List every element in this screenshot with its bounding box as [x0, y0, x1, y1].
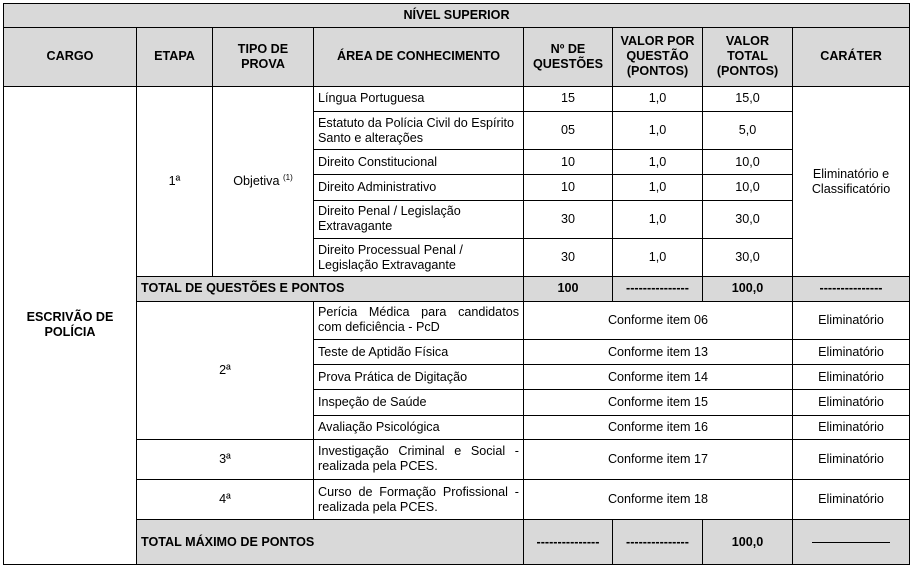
total-row — [4, 277, 910, 301]
carater-stage1: Eliminatório e Classificatório — [793, 86, 910, 277]
area-cell: Perícia Médica para candidatos com deficiência - PcD — [314, 301, 524, 339]
table-row — [4, 439, 910, 479]
area-cell: Direito Penal / Legislação Extravagante — [314, 200, 524, 238]
header-etapa: ETAPA — [137, 28, 213, 87]
total-valor-dash: --------------- — [613, 277, 703, 301]
carater-cell: Eliminatório — [793, 390, 910, 415]
questoes-cell: 15 — [524, 86, 613, 111]
table-row — [4, 86, 910, 111]
total-cell: 30,0 — [703, 239, 793, 277]
info-cell: Conforme item 15 — [524, 390, 793, 415]
questoes-cell: 30 — [524, 239, 613, 277]
tipo-prova-label: Objetiva — [233, 174, 280, 189]
valor-cell: 1,0 — [613, 200, 703, 238]
header-num-questoes: Nº DE QUESTÕES — [524, 28, 613, 87]
total-label: TOTAL DE QUESTÕES E PONTOS — [137, 277, 524, 301]
info-cell: Conforme item 06 — [524, 301, 793, 339]
info-cell: Conforme item 16 — [524, 415, 793, 439]
questoes-cell: 30 — [524, 200, 613, 238]
questoes-cell: 10 — [524, 175, 613, 200]
table-row — [4, 480, 910, 520]
carater-cell: Eliminatório — [793, 365, 910, 390]
carater-cell: Eliminatório — [793, 439, 910, 479]
total-cell: 15,0 — [703, 86, 793, 111]
area-cell: Investigação Criminal e Social - realizada pela PCES. — [314, 439, 524, 479]
exam-table — [3, 3, 910, 565]
carater-cell: Eliminatório — [793, 339, 910, 364]
final-carater-line — [793, 520, 910, 565]
cargo-cell: ESCRIVÃO DE POLÍCIA — [4, 86, 137, 564]
footnote-marker: (1) — [282, 172, 293, 182]
final-total-pontos: 100,0 — [703, 520, 793, 565]
info-cell: Conforme item 13 — [524, 339, 793, 364]
info-cell: Conforme item 17 — [524, 439, 793, 479]
valor-cell: 1,0 — [613, 111, 703, 149]
etapa-1: 1ª — [137, 86, 213, 277]
area-cell: Direito Administrativo — [314, 175, 524, 200]
carater-cell: Eliminatório — [793, 480, 910, 520]
area-cell: Teste de Aptidão Física — [314, 339, 524, 364]
header-tipo-prova: TIPO DE PROVA — [213, 28, 314, 87]
header-carater: CARÁTER — [793, 28, 910, 87]
final-total-label: TOTAL MÁXIMO DE PONTOS — [137, 520, 524, 565]
divider-line — [812, 542, 890, 543]
total-cell: 10,0 — [703, 150, 793, 175]
table-title: NÍVEL SUPERIOR — [4, 4, 910, 28]
header-cargo: CARGO — [4, 28, 137, 87]
total-cell: 30,0 — [703, 200, 793, 238]
header-valor-questao: VALOR POR QUESTÃO (PONTOS) — [613, 28, 703, 87]
header-valor-total: VALOR TOTAL (PONTOS) — [703, 28, 793, 87]
questoes-cell: 10 — [524, 150, 613, 175]
etapa-2: 2ª — [137, 301, 314, 439]
area-cell: Estatuto da Polícia Civil do Espírito Santo e alterações — [314, 111, 524, 149]
total-pontos: 100,0 — [703, 277, 793, 301]
area-cell: Língua Portuguesa — [314, 86, 524, 111]
final-total-row — [4, 520, 910, 565]
etapa-3: 3ª — [137, 439, 314, 479]
etapa-4: 4ª — [137, 480, 314, 520]
header-area: ÁREA DE CONHECIMENTO — [314, 28, 524, 87]
total-carater-dash: --------------- — [793, 277, 910, 301]
info-cell: Conforme item 18 — [524, 480, 793, 520]
total-cell: 5,0 — [703, 111, 793, 149]
valor-cell: 1,0 — [613, 239, 703, 277]
area-cell: Direito Constitucional — [314, 150, 524, 175]
valor-cell: 1,0 — [613, 86, 703, 111]
table-row — [4, 301, 910, 339]
carater-cell: Eliminatório — [793, 415, 910, 439]
valor-cell: 1,0 — [613, 150, 703, 175]
final-questoes-dash: --------------- — [524, 520, 613, 565]
area-cell: Prova Prática de Digitação — [314, 365, 524, 390]
area-cell: Direito Processual Penal / Legislação Extravagante — [314, 239, 524, 277]
tipo-prova-cell — [213, 86, 314, 277]
final-valor-dash: --------------- — [613, 520, 703, 565]
area-cell: Avaliação Psicológica — [314, 415, 524, 439]
valor-cell: 1,0 — [613, 175, 703, 200]
total-questoes: 100 — [524, 277, 613, 301]
carater-cell: Eliminatório — [793, 301, 910, 339]
total-cell: 10,0 — [703, 175, 793, 200]
area-cell: Inspeção de Saúde — [314, 390, 524, 415]
info-cell: Conforme item 14 — [524, 365, 793, 390]
questoes-cell: 05 — [524, 111, 613, 149]
area-cell: Curso de Formação Profissional - realizada pela PCES. — [314, 480, 524, 520]
